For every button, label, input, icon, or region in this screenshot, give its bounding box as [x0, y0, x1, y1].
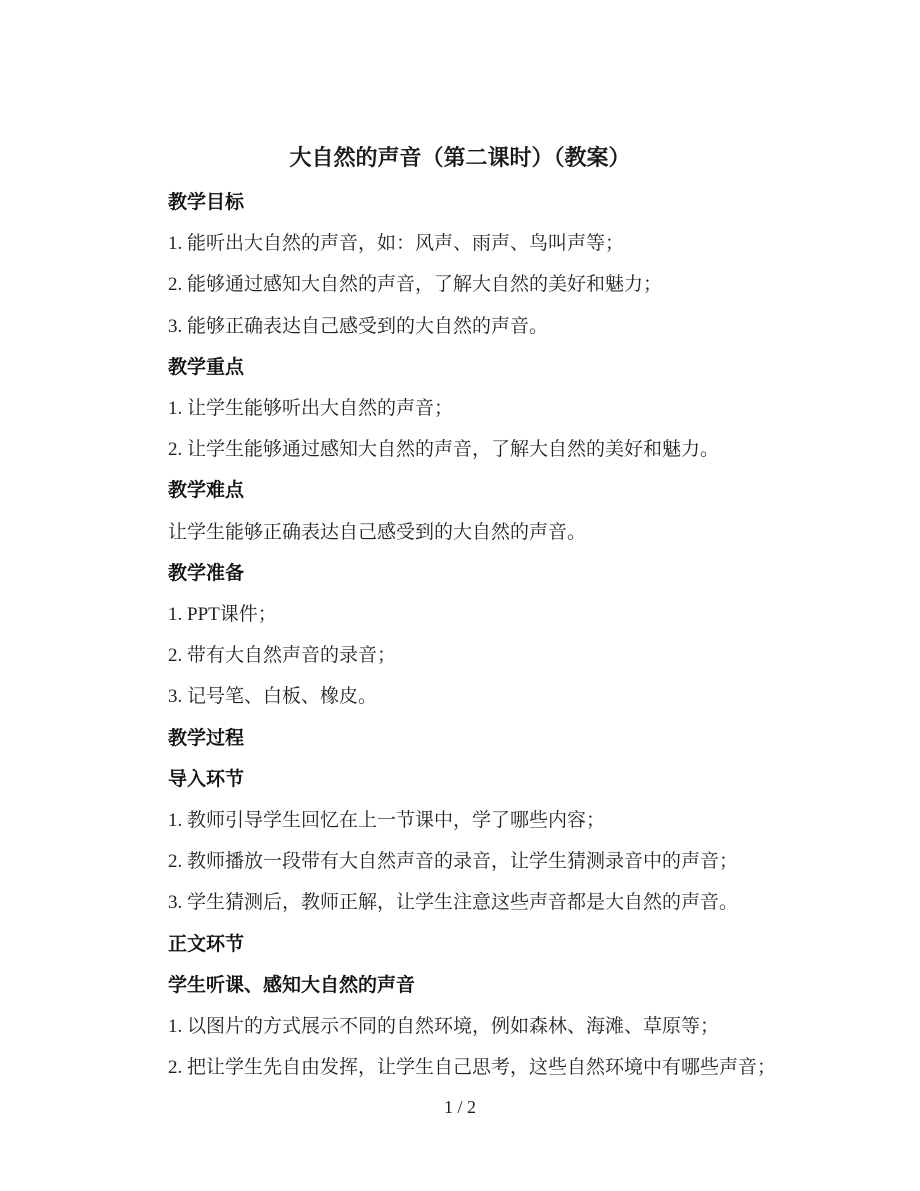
paragraph: 1. 能听出大自然的声音，如：风声、雨声、鸟叫声等； [168, 233, 625, 255]
paragraph: 1. PPT课件； [168, 604, 277, 626]
section-heading: 教学重点 [168, 356, 245, 378]
section-heading: 正文环节 [168, 933, 245, 955]
document-title: 大自然的声音（第二课时）（教案） [289, 145, 631, 170]
paragraph: 让学生能够正确表达自己感受到的大自然的声音。 [168, 521, 587, 543]
document-body [168, 190, 777, 1096]
section-heading: 教学过程 [168, 727, 245, 749]
paragraph: 1. 以图片的方式展示不同的自然环境，例如森林、海滩、草原等； [168, 1016, 720, 1038]
paragraph: 2. 能够通过感知大自然的声音，了解大自然的美好和魅力； [168, 274, 663, 296]
paragraph: 1. 教师引导学生回忆在上一节课中，学了哪些内容； [168, 810, 606, 832]
section-heading: 教学目标 [168, 192, 245, 213]
section-heading: 导入环节 [168, 768, 245, 790]
paragraph: 2. 把让学生先自由发挥，让学生自己思考，这些自然环境中有哪些声音； [168, 1057, 777, 1079]
paragraph: 2. 让学生能够通过感知大自然的声音，了解大自然的美好和魅力。 [168, 439, 720, 461]
section-heading: 教学难点 [168, 480, 245, 502]
section-heading: 学生听课、感知大自然的声音 [168, 974, 416, 996]
paragraph: 1. 让学生能够听出大自然的声音； [168, 398, 454, 420]
paragraph: 3. 记号笔、白板、橡皮。 [168, 686, 378, 708]
page-number-indicator: 1 / 2 [443, 1097, 476, 1117]
section-heading: 教学准备 [168, 562, 245, 584]
paragraph: 2. 教师播放一段带有大自然声音的录音，让学生猜测录音中的声音； [168, 851, 739, 873]
paragraph: 3. 学生猜测后，教师正解，让学生注意这些声音都是大自然的声音。 [168, 892, 739, 914]
paragraph: 2. 带有大自然声音的录音； [168, 645, 397, 667]
paragraph: 3. 能够正确表达自己感受到的大自然的声音。 [168, 315, 549, 337]
